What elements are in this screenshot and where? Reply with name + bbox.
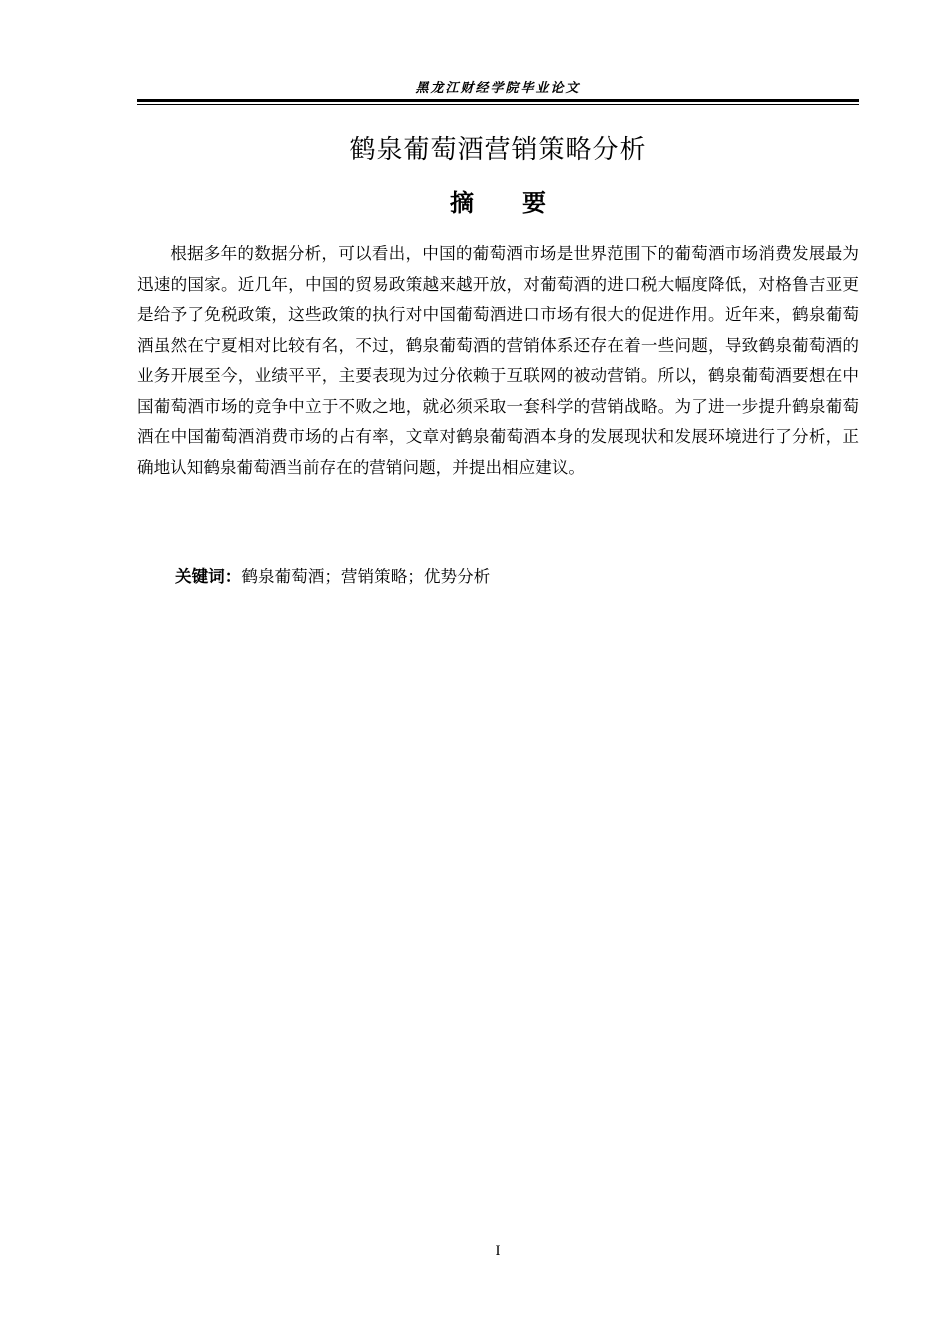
running-header: 黑龙江财经学院毕业论文 [415, 81, 581, 96]
page-number: I [495, 1243, 501, 1259]
keywords-line [175, 564, 859, 590]
keywords-label: 关键词： [175, 567, 242, 586]
header-rule-thin [137, 104, 859, 105]
document-title: 鹤泉葡萄酒营销策略分析 [349, 135, 647, 165]
keywords-value: 鹤泉葡萄酒；营销策略；优势分析 [241, 567, 491, 586]
abstract-heading: 摘 要 [450, 189, 546, 217]
abstract-body: 根据多年的数据分析，可以看出，中国的葡萄酒市场是世界范围下的葡萄酒市场消费发展最为迅速的国家。近几年，中国的贸易政策越来越开放，对葡萄酒的进口税大幅度降低，对格鲁吉亚更是给予了免税政策，这些政策的执行对中国葡萄酒进口市场有很大的促进作用。近年来，鹤泉葡萄酒虽然在宁夏相对比较有名，不过，鹤泉葡萄酒的营销体系还存在着一些问题，导致鹤泉葡萄酒的业务开展至今，业绩平平，主要表现为过分依赖于互联网的被动营销。所以，鹤泉葡萄酒要想在中国葡萄酒市场的竞争中立于不败之地，就必须采取一套科学的营销战略。为了进一步提升鹤泉葡萄酒在中国葡萄酒消费市场的占有率，文章对鹤泉葡萄酒本身的发展现状和发展环境进行了分析，正确地认知鹤泉葡萄酒当前存在的营销问题，并提出相应建议。 [137, 244, 859, 477]
header-rule-thick [137, 99, 859, 102]
